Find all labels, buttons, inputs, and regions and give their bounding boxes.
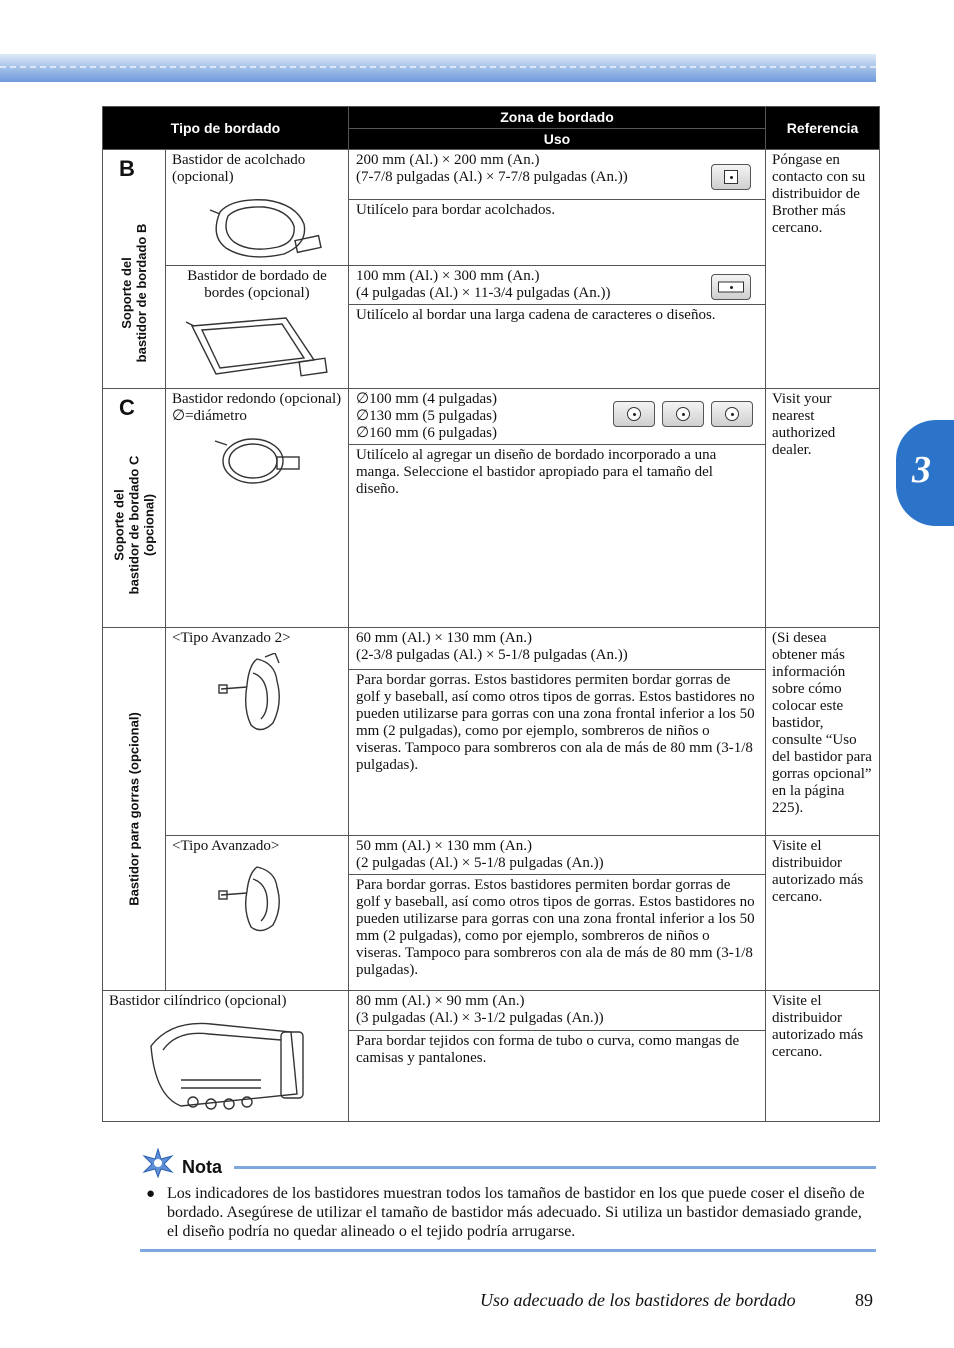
note-box (140, 1148, 876, 1252)
row-cylinder-type: Bastidor cilíndrico (opcional) (103, 990, 349, 1121)
bullet-icon: ● (146, 1186, 156, 1202)
group-b-label: B Soporte del bastidor de bordado B (103, 150, 166, 389)
ref-brother: Póngase en contacto con su distribuidor de Brother más cercano. (766, 150, 880, 389)
top-decorative-band (0, 54, 876, 82)
note-title: Nota (182, 1156, 222, 1177)
ref-cap-page: (Si desea obtener más información sobre cómo colocar este bastidor, consulte “Uso del bastidor para gorras opcional” en la página 225). (766, 628, 880, 835)
row-cap2-type: <Tipo Avanzado 2> (166, 628, 349, 835)
row-border-use: Utilícelo al bordar una larga cadena de caracteres o diseños. (349, 305, 766, 389)
footer-section-title: Uso adecuado de los bastidores de bordado (480, 1290, 796, 1310)
note-bottom-rule (140, 1249, 876, 1252)
page-number: 89 (855, 1290, 873, 1310)
ref-dealer-en: Visit your nearest authorized dealer. (766, 389, 880, 628)
row-cylinder-size: 80 mm (Al.) × 90 mm (An.) (3 pulgadas (Al.) × 3-1/2 pulgadas (An.)) (349, 990, 766, 1030)
row-quilting-use: Utilícelo para bordar acolchados. (349, 200, 766, 266)
cylinder-frame-illustration (141, 1016, 311, 1116)
row-round-type: Bastidor redondo (opcional) ∅=diámetro (166, 389, 349, 628)
row-cap2-use: Para bordar gorras. Estos bastidores permiten bordar gorras de golf y baseball, así como otros tipos de gorras. Estos bastidores no pueden utilizarse para gorras con una zona frontal inferior a los 50 mm (2 pulgadas), como por ejemplo, sombreros de niños o viseras. Tampoco para sombreros con ala de más de 80 mm (3-1/8 pulgadas). (349, 669, 766, 835)
square-hoop-icon (711, 164, 751, 190)
header-reference: Referencia (766, 107, 880, 150)
header-type: Tipo de bordado (103, 107, 349, 150)
note-rule (234, 1166, 876, 1169)
round-hoop-icon-medium (662, 401, 704, 427)
group-c-label: C Soporte del bastidor de bordado C (opcional) (103, 389, 166, 628)
row-quilting-type: Bastidor de acolchado (opcional) (166, 150, 349, 266)
round-hoop-icon-small (613, 401, 655, 427)
row-round-size: ∅100 mm (4 pulgadas) ∅130 mm (5 pulgadas) ∅160 mm (6 pulgadas) (349, 389, 766, 445)
note-text: Los indicadores de los bastidores muestran todos los tamaños de bastidor en los que puede coser el diseño de bordado. Asegúrese de utilizar el tamaño de bastidor más adecuado. Si utiliza un bastidor demasiado grande, el diseño podría no quedar alineado o el tejido podría arrugarse. (167, 1185, 865, 1240)
row-cap2-size: 60 mm (Al.) × 130 mm (An.) (2-3/8 pulgadas (Al.) × 5-1/8 pulgadas (An.)) (349, 628, 766, 669)
header-use: Uso (349, 129, 766, 150)
cap-frame-2-illustration (217, 653, 297, 737)
row-cap-size: 50 mm (Al.) × 130 mm (An.) (2 pulgadas (Al.) × 5-1/8 pulgadas (An.)) (349, 835, 766, 874)
hoop-table (102, 106, 880, 1122)
header-zone: Zona de bordado (349, 107, 766, 129)
row-quilting-size: 200 mm (Al.) × 200 mm (An.) (7-7/8 pulgadas (Al.) × 7-7/8 pulgadas (An.)) (349, 150, 766, 200)
chapter-number: 3 (912, 449, 931, 491)
row-cylinder-use: Para bordar tejidos con forma de tubo o curva, como mangas de camisas y pantalones. (349, 1030, 766, 1121)
quilting-frame-illustration (192, 192, 322, 262)
round-frame-illustration (207, 431, 307, 489)
row-cap-type: <Tipo Avanzado> (166, 835, 349, 990)
wide-hoop-icon (711, 274, 751, 300)
border-frame-illustration (182, 308, 332, 384)
ref-dealer-cylinder: Visite el distribuidor autorizado más cercano. (766, 990, 880, 1121)
ref-dealer-cap: Visite el distribuidor autorizado más cercano. (766, 835, 880, 990)
round-hoop-icon-large (711, 401, 753, 427)
note-star-icon (140, 1148, 176, 1178)
group-c-letter: C (119, 395, 135, 421)
cap-frame-illustration (217, 861, 297, 937)
group-b-letter: B (119, 156, 135, 182)
row-border-type: Bastidor de bordado de bordes (opcional) (166, 266, 349, 389)
row-round-use: Utilícelo al agregar un diseño de bordado incorporado a una manga. Seleccione el bastidor apropiado para el tamaño del diseño. (349, 445, 766, 628)
group-cap-label: Bastidor para gorras (opcional) (103, 628, 166, 990)
row-border-size: 100 mm (Al.) × 300 mm (An.) (4 pulgadas (Al.) × 11-3/4 pulgadas (An.)) (349, 266, 766, 305)
row-cap-use: Para bordar gorras. Estos bastidores permiten bordar gorras de golf y baseball, así como otros tipos de gorras. Estos bastidores no pueden utilizarse para gorras con una zona frontal inferior a los 50 mm (2 pulgadas), como por ejemplo, sombreros de niños o viseras. Tampoco para sombreros con ala de más de 80 mm (3-1/8 pulgadas). (349, 874, 766, 990)
chapter-tab (896, 420, 954, 526)
